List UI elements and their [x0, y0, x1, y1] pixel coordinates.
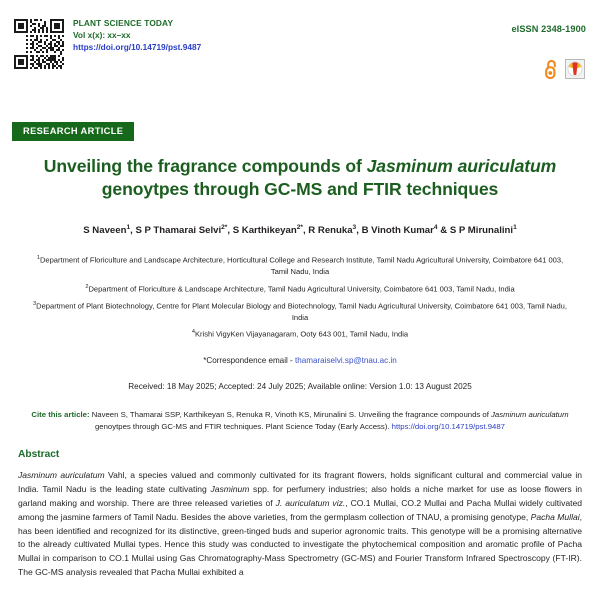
cite-text-after: genoytpes through GC-MS and FTIR techniques. Plant Science Today (Early Access).	[95, 422, 392, 432]
masthead-badges	[544, 58, 585, 80]
title-species-italic: Jasminum auriculatum	[366, 156, 557, 176]
abstract-heading: Abstract	[18, 449, 60, 461]
abstract-seg-6: , CO.1 Mullai, CO.2 Mullai and Pacha Mullai widely cultivated among the jasmine farmers of Tamil Nadu. Besides the above varieties, from the germplasm collection of TNAU, a promising genotype,	[18, 497, 582, 522]
correspondence-line	[0, 356, 600, 365]
masthead-left	[14, 14, 586, 69]
cite-doi-link[interactable]: https://doi.org/10.14719/pst.9487	[391, 422, 505, 432]
affiliation-marker: 1	[36, 255, 40, 262]
affiliation-marker: 2	[85, 283, 89, 290]
open-access-lock-icon[interactable]	[544, 58, 559, 80]
author-name: S Karthikeyan	[232, 224, 297, 236]
eissn-label: eISSN 2348-1900	[511, 24, 586, 34]
abstract-body	[18, 469, 582, 580]
affiliation-list	[28, 254, 572, 340]
affiliation-text: Department of Floriculture and Landscape Architecture, Horticultural College and Research Institute, Tamil Nadu Agricultural University, Coimbatore 641 003, Tamil Nadu, India	[39, 255, 564, 277]
author-affiliation-marker: 2*	[221, 223, 228, 231]
publication-dates: Received: 18 May 2025; Accepted: 24 July 2025; Available online: Version 1.0: 13 August 2025	[128, 382, 472, 392]
qr-code-icon	[14, 19, 64, 69]
correspondence-label: *Correspondence email -	[203, 356, 295, 366]
abstract-seg-8: , has been identified and recognized for its distinctive, green-tinged buds and superior agronomic traits. This genotype will be a promising alternative to the already cultivated Mullai types. Hence this study was conducted to investigate the phytochemical composition and aromatic profile of Pacha Mullai in comparison to CO.1 Mullai using Gas Chromatography-Mass Spectrometry (GC-MS) and Fourier Transform Infrared Spectroscopy (FT-IR). The GC-MS analysis revealed that Pacha Mullai exhibited a	[18, 511, 582, 578]
affiliation-text: Department of Floriculture & Landscape Architecture, Tamil Nadu Agricultural University, Coimbatore 641 003, Tamil Nadu, India	[88, 284, 515, 294]
correspondence-email-link[interactable]: thamaraiselvi.sp@tnau.ac.in	[294, 356, 397, 366]
masthead	[0, 0, 600, 112]
abstract-seg-2: Vahl, a species valued and commonly cultivated for its fragrant flowers, holds significant cultural and commercial value in India. Tamil Nadu is the leading state cultivating	[18, 470, 582, 495]
author-name: S Naveen	[83, 224, 127, 236]
cite-species-italic: Jasminum auriculatum	[491, 410, 569, 420]
journal-doi-link[interactable]: https://doi.org/10.14719/pst.9487	[73, 41, 202, 52]
affiliation-marker: 4	[191, 329, 195, 336]
abstract-section	[18, 449, 582, 580]
cite-text-before: Naveen S, Thamarai SSP, Karthikeyan S, Renuka R, Vinoth KS, Mirunalini S. Unveiling the fragrance compounds of	[89, 410, 492, 420]
abstract-seg-5-italic: J. auriculatum viz.	[275, 497, 346, 508]
title-part-1: Unveiling the fragrance compounds of	[43, 156, 367, 176]
affiliation-item	[28, 328, 572, 340]
article-type-badge: RESEARCH ARTICLE	[12, 122, 134, 141]
affiliation-item	[28, 283, 572, 295]
author-affiliation-marker: 1	[126, 223, 131, 231]
cite-this-article	[30, 409, 570, 433]
cite-label: Cite this article:	[31, 410, 90, 420]
affiliation-item	[28, 300, 572, 323]
affiliation-text: Department of Plant Biotechnology, Centre for Plant Molecular Biology and Biotechnology, Tamil Nadu Agricultural University, Coimbatore 641 003, Tamil Nadu, India	[36, 301, 567, 322]
title-part-2: genoytpes through GC-MS and FTIR techniques	[101, 178, 499, 199]
author-name: S P Thamarai Selvi	[135, 224, 222, 236]
author-affiliation-marker: 2*	[296, 223, 303, 231]
page-title	[22, 155, 578, 201]
author-affiliation-marker: 4	[433, 223, 438, 231]
abstract-seg-1-italic: Jasminum auriculatum	[18, 470, 105, 481]
journal-volume: Vol x(x): xx–xx	[73, 29, 131, 40]
abstract-seg-3-italic: Jasminum	[210, 484, 250, 495]
author-name: B Vinoth Kumar	[361, 224, 434, 236]
journal-title: PLANT SCIENCE TODAY	[73, 18, 174, 28]
author-affiliation-marker: 1	[513, 223, 517, 231]
affiliation-marker: 3	[33, 300, 37, 307]
abstract-seg-4: spp. for perfumery industries; also holds a niche market for use as loose flowers in garland making and worship. There are three released varieties of	[18, 484, 583, 508]
abstract-seg-7-italic: Pacha Mullai	[530, 511, 580, 522]
author-list: S Naveen$^1$, S P Thamarai Selvi$^{2*}$, S Karthikeyan$^{2*}$, R Renuka$^3$, B Vinoth Kumar$^4$ & S P Mirunalini$^1$	[83, 223, 517, 236]
author-name: R Renuka	[308, 224, 353, 236]
affiliation-item	[28, 254, 572, 277]
journal-info	[73, 14, 201, 53]
author-name: S P Mirunalini	[449, 224, 514, 236]
author-affiliation-marker: 3	[352, 223, 357, 231]
crossmark-icon[interactable]	[565, 59, 585, 79]
affiliation-text: Krishi VigyKen Vijayanagaram, Ooty 643 001, Tamil Nadu, India	[195, 329, 409, 339]
